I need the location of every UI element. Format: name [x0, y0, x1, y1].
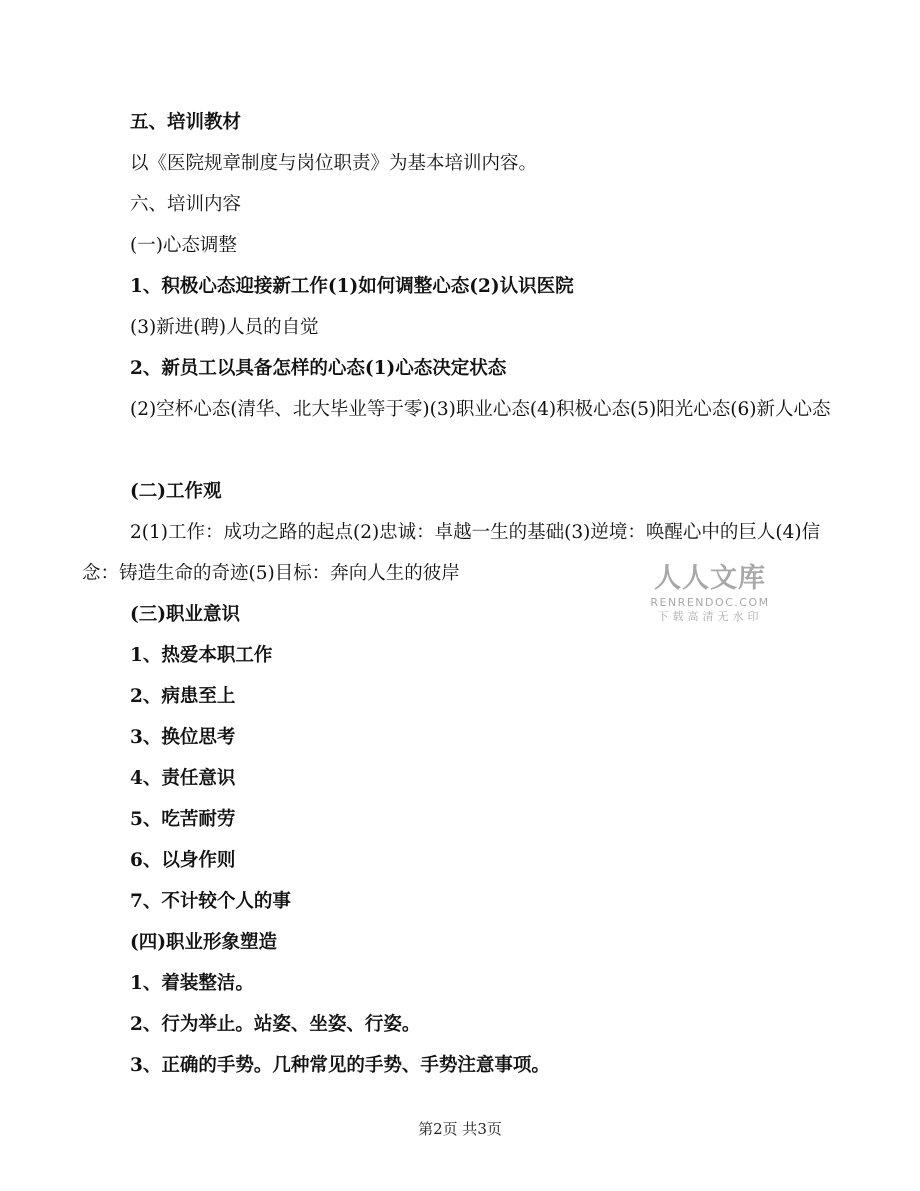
list-item: 2、新员工以具备怎样的心态(1)心态决定状态: [130, 358, 507, 379]
list-item: 3、正确的手势。几种常见的手势、手势注意事项。: [130, 1055, 550, 1076]
subsection-heading-professional-awareness: (三)职业意识: [130, 604, 241, 625]
page-number-footer: 第2页 共3页: [418, 1120, 502, 1138]
list-item: (3)新进(聘)人员的自觉: [130, 317, 319, 338]
subsection-heading-image: (四)职业形象塑造: [130, 932, 278, 953]
watermark-url: RENRENDOC.COM: [650, 596, 770, 609]
paragraph-materials: 以《医院规章制度与岗位职责》为基本培训内容。: [130, 153, 538, 174]
watermark-subtitle: 下载高清无水印: [657, 610, 763, 623]
list-item: 2、病患至上: [130, 686, 236, 707]
section-heading-content: 六、培训内容: [130, 194, 242, 215]
paragraph-work-view: 2(1)工作：成功之路的起点(2)忠诚：卓越一生的基础(3)逆境：唤醒心中的巨人(4)信念：铸造生命的奇迹(5)目标：奔向人生的彼岸: [82, 522, 821, 584]
list-item: 3、换位思考: [130, 727, 236, 748]
watermark-logo: [640, 562, 780, 624]
list-item: 1、积极心态迎接新工作(1)如何调整心态(2)认识医院: [130, 276, 574, 297]
list-item: 6、以身作则: [130, 850, 236, 871]
watermark-title: 人人文库: [654, 563, 766, 594]
list-item: 1、着装整洁。: [130, 973, 254, 994]
list-item: 7、不计较个人的事: [130, 891, 291, 912]
list-item: 1、热爱本职工作: [130, 645, 273, 666]
list-item: 5、吃苦耐劳: [130, 809, 236, 830]
list-item: 4、责任意识: [130, 768, 236, 789]
subsection-heading-mindset: (一)心态调整: [130, 235, 237, 256]
subsection-heading-work-view: (二)工作观: [130, 481, 222, 502]
paragraph-mindset-types: (2)空杯心态(清华、北大毕业等于零)(3)职业心态(4)积极心态(5)阳光心态(6)新人心态: [130, 399, 831, 420]
list-item: 2、行为举止。站姿、坐姿、行姿。: [130, 1014, 421, 1035]
section-heading-materials: 五、培训教材: [130, 112, 242, 133]
